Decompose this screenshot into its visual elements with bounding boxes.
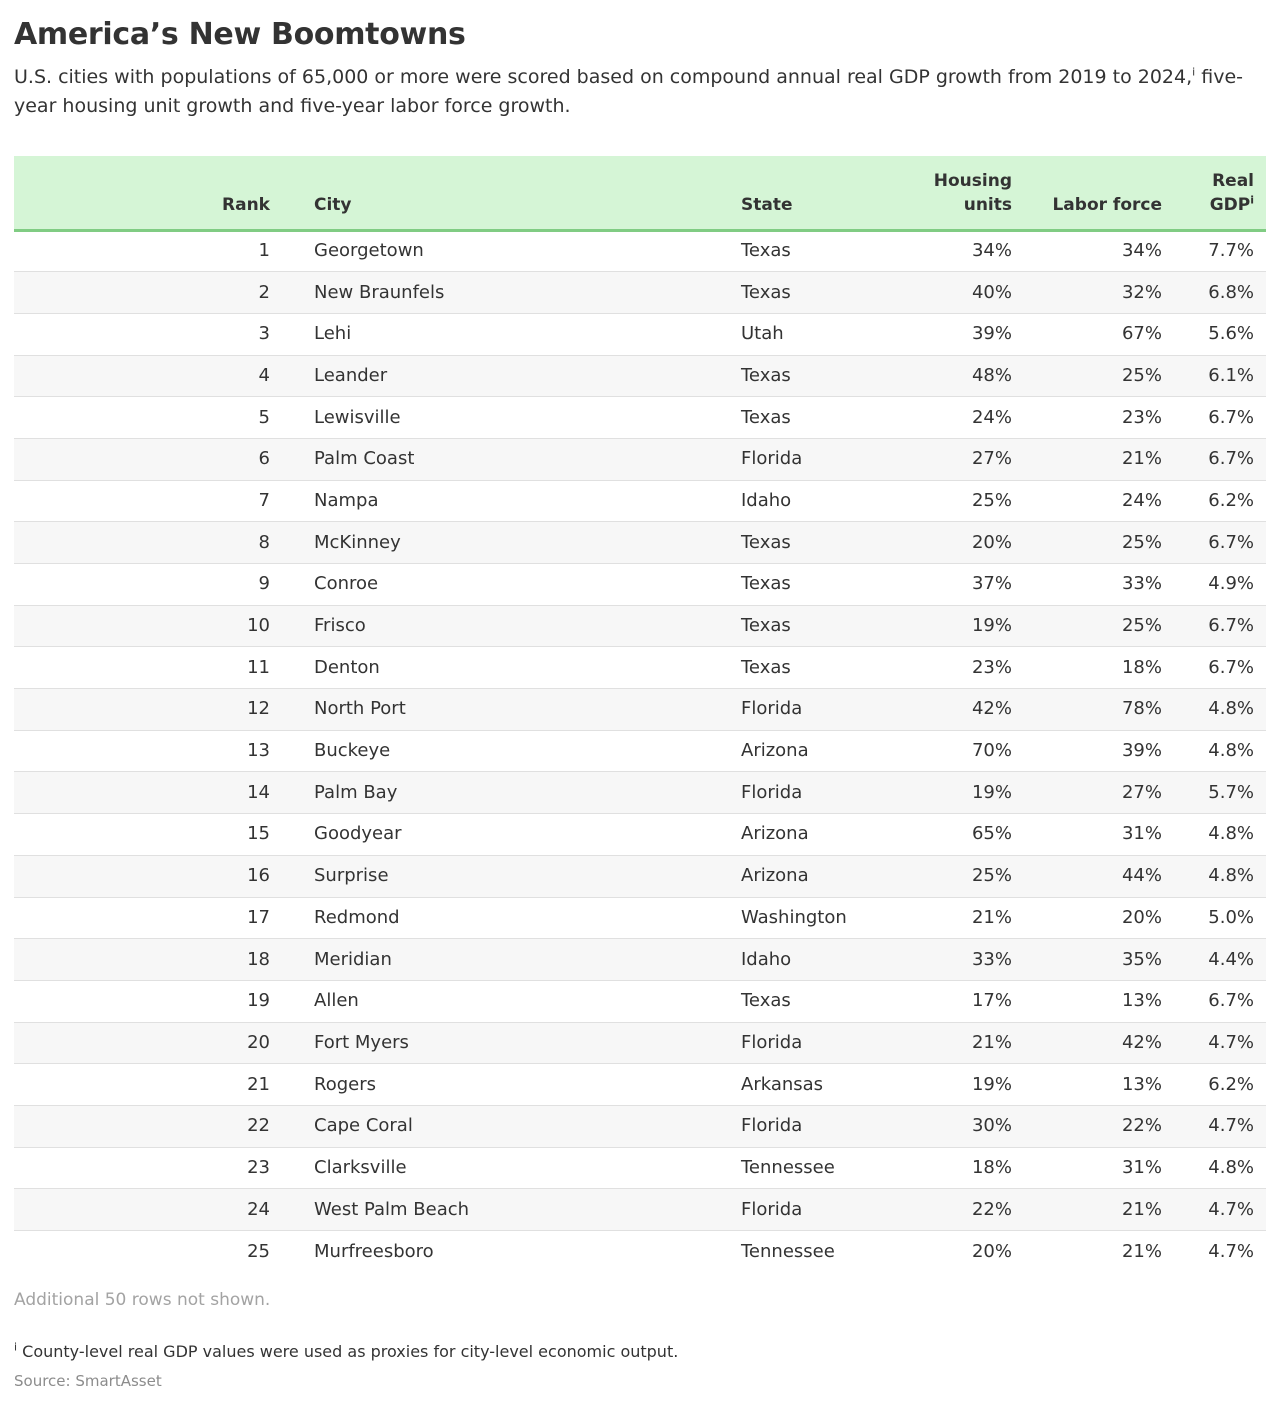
cell-housing-units: 21% — [873, 1022, 1012, 1064]
cell-labor-force: 21% — [1012, 438, 1162, 480]
cell-state: Idaho — [741, 480, 873, 522]
cell-housing-units: 21% — [873, 897, 1012, 939]
table-row — [14, 480, 1266, 522]
cell-housing-units: 19% — [873, 605, 1012, 647]
table-row — [14, 313, 1266, 355]
cell-rank: 5 — [14, 397, 270, 439]
table-row — [14, 272, 1266, 314]
table-row — [14, 605, 1266, 647]
cell-state: Texas — [741, 522, 873, 564]
cell-labor-force: 78% — [1012, 689, 1162, 731]
cell-labor-force: 35% — [1012, 939, 1162, 981]
cell-labor-force: 18% — [1012, 647, 1162, 689]
cell-real-gdp: 5.7% — [1162, 772, 1266, 814]
table-row — [14, 939, 1266, 981]
cell-housing-units: 19% — [873, 772, 1012, 814]
cell-labor-force: 32% — [1012, 272, 1162, 314]
cell-state: Texas — [741, 355, 873, 397]
footnote-text: County-level real GDP values were used as proxies for city-level economic output. — [17, 1342, 679, 1361]
table-row — [14, 1105, 1266, 1147]
cell-real-gdp: 4.8% — [1162, 1147, 1266, 1189]
data-table — [14, 156, 1266, 1272]
cell-city: McKinney — [270, 522, 741, 564]
cell-state: Arizona — [741, 814, 873, 856]
cell-housing-units: 70% — [873, 730, 1012, 772]
cell-state: Arizona — [741, 855, 873, 897]
cell-state: Tennessee — [741, 1147, 873, 1189]
table-row — [14, 1064, 1266, 1106]
cell-rank: 24 — [14, 1189, 270, 1231]
cell-city: Palm Bay — [270, 772, 741, 814]
table-header-row — [14, 156, 1266, 230]
cell-housing-units: 39% — [873, 313, 1012, 355]
cell-real-gdp: 4.7% — [1208, 1240, 1254, 1262]
cell-rank: 3 — [14, 313, 270, 355]
footnote — [14, 1341, 678, 1363]
cell-state: Tennessee — [741, 1240, 835, 1262]
cell-rank: 18 — [14, 939, 270, 981]
cell-housing-units: 25% — [873, 855, 1012, 897]
cell-real-gdp: 4.8% — [1162, 814, 1266, 856]
cell-housing-units: 24% — [873, 397, 1012, 439]
cell-rank: 10 — [14, 605, 270, 647]
cell-real-gdp: 7.7% — [1162, 230, 1266, 272]
cell-rank: 19 — [14, 980, 270, 1022]
column-header-housing-units-label: Housing units — [933, 170, 1012, 215]
cell-real-gdp: 4.8% — [1162, 855, 1266, 897]
chart-subtitle — [14, 63, 1266, 121]
cell-real-gdp: 6.7% — [1162, 397, 1266, 439]
cell-rank: 8 — [14, 522, 270, 564]
cell-labor-force: 22% — [1012, 1105, 1162, 1147]
cell-rank: 16 — [14, 855, 270, 897]
cell-housing-units: 27% — [873, 438, 1012, 480]
cell-city: West Palm Beach — [270, 1189, 741, 1231]
cell-rank: 23 — [14, 1147, 270, 1189]
cell-state: Texas — [741, 397, 873, 439]
cell-real-gdp: 6.8% — [1162, 272, 1266, 314]
cell-state: Texas — [741, 564, 873, 606]
cell-labor-force: 42% — [1012, 1022, 1162, 1064]
cell-labor-force: 44% — [1012, 855, 1162, 897]
cell-city: New Braunfels — [270, 272, 741, 314]
cell-labor-force: 31% — [1012, 814, 1162, 856]
cell-rank: 9 — [14, 564, 270, 606]
table-row — [14, 1189, 1266, 1231]
footnote-marker: i — [14, 1340, 18, 1354]
cell-labor-force: 24% — [1012, 480, 1162, 522]
column-header-labor-force: Labor force — [1012, 156, 1162, 230]
cell-real-gdp: 4.8% — [1162, 730, 1266, 772]
cell-city: Frisco — [270, 605, 741, 647]
cell-labor-force: 33% — [1012, 564, 1162, 606]
cell-city: Meridian — [270, 939, 741, 981]
table-row — [14, 397, 1266, 439]
cell-rank: 4 — [14, 355, 270, 397]
cell-labor-force: 67% — [1012, 313, 1162, 355]
table-row — [14, 522, 1266, 564]
cell-real-gdp: 6.1% — [1162, 355, 1266, 397]
cell-real-gdp: 4.7% — [1162, 1022, 1266, 1064]
cell-city: Goodyear — [270, 814, 741, 856]
subtitle-text: U.S. cities with populations of 65,000 or more were scored based on compound annual real GDP growth from 2019 to 2024, — [14, 66, 1193, 88]
cell-real-gdp: 5.0% — [1162, 897, 1266, 939]
table-row — [14, 814, 1266, 856]
cell-rank: 1 — [14, 230, 270, 272]
cell-rank: 11 — [14, 647, 270, 689]
column-header-real-gdp — [1162, 156, 1266, 230]
cell-housing-units: 25% — [873, 480, 1012, 522]
subtitle-text-tail: five-year housing unit growth and five-year labor force growth. — [14, 66, 1244, 117]
cell-housing-units: 37% — [873, 564, 1012, 606]
cell-city: Buckeye — [270, 730, 741, 772]
cell-rank: 20 — [14, 1022, 270, 1064]
table-row — [14, 230, 1266, 272]
table-row — [14, 438, 1266, 480]
cell-housing-units: 65% — [873, 814, 1012, 856]
cell-state: Texas — [741, 230, 873, 272]
cell-labor-force: 27% — [1012, 772, 1162, 814]
cell-housing-units: 48% — [873, 355, 1012, 397]
cell-rank: 13 — [14, 730, 270, 772]
cell-real-gdp: 6.7% — [1162, 647, 1266, 689]
cell-city: Murfreesboro — [314, 1240, 434, 1262]
cell-rank: 7 — [14, 480, 270, 522]
cell-state: Arizona — [741, 730, 873, 772]
cell-rank: 21 — [14, 1064, 270, 1106]
table-row — [14, 689, 1266, 731]
cell-real-gdp: 5.6% — [1162, 313, 1266, 355]
cell-labor-force: 21% — [1012, 1189, 1162, 1231]
cell-state: Utah — [741, 313, 873, 355]
cell-city: Allen — [270, 980, 741, 1022]
table-row — [14, 564, 1266, 606]
cell-rank: 17 — [14, 897, 270, 939]
table-row — [14, 855, 1266, 897]
cell-state: Florida — [741, 772, 873, 814]
cell-state: Idaho — [741, 939, 873, 981]
cell-state: Florida — [741, 1022, 873, 1064]
cell-housing-units: 20% — [971, 1240, 1012, 1262]
cell-state: Florida — [741, 1189, 873, 1231]
cell-labor-force: 39% — [1012, 730, 1162, 772]
cell-housing-units: 40% — [873, 272, 1012, 314]
cell-labor-force: 25% — [1012, 522, 1162, 564]
cell-city: Rogers — [270, 1064, 741, 1106]
cell-city: Conroe — [270, 564, 741, 606]
source-note: Source: SmartAsset — [14, 1372, 162, 1390]
cell-city: Leander — [270, 355, 741, 397]
cell-rank: 25 — [247, 1240, 270, 1262]
cell-city: Surprise — [270, 855, 741, 897]
cell-real-gdp: 6.7% — [1162, 522, 1266, 564]
cell-state: Washington — [741, 897, 873, 939]
cell-real-gdp: 4.4% — [1162, 939, 1266, 981]
table-row — [14, 355, 1266, 397]
cell-labor-force: 13% — [1012, 1064, 1162, 1106]
cell-housing-units: 42% — [873, 689, 1012, 731]
cell-rank: 12 — [14, 689, 270, 731]
cell-labor-force: 23% — [1012, 397, 1162, 439]
cell-state: Texas — [741, 272, 873, 314]
cell-real-gdp: 6.2% — [1162, 480, 1266, 522]
cell-real-gdp: 4.9% — [1162, 564, 1266, 606]
cell-labor-force: 34% — [1012, 230, 1162, 272]
cell-city: Cape Coral — [270, 1105, 741, 1147]
cell-real-gdp: 6.7% — [1162, 980, 1266, 1022]
chart-title: America’s New Boomtowns — [14, 17, 466, 52]
cell-housing-units: 17% — [873, 980, 1012, 1022]
cell-housing-units: 18% — [873, 1147, 1012, 1189]
cell-housing-units: 19% — [873, 1064, 1012, 1106]
cell-housing-units: 23% — [873, 647, 1012, 689]
table-row — [14, 1147, 1266, 1189]
table-row — [14, 980, 1266, 1022]
real-gdp-footnote-marker: i — [1250, 192, 1254, 206]
cell-rank: 22 — [14, 1105, 270, 1147]
cell-state: Florida — [741, 1105, 873, 1147]
cell-city: Georgetown — [270, 230, 741, 272]
cell-city: Lehi — [270, 313, 741, 355]
cell-real-gdp: 6.7% — [1162, 438, 1266, 480]
cell-state: Florida — [741, 689, 873, 731]
cell-labor-force: 13% — [1012, 980, 1162, 1022]
cell-labor-force: 31% — [1012, 1147, 1162, 1189]
cell-city: North Port — [270, 689, 741, 731]
table-row — [14, 772, 1266, 814]
cell-housing-units: 22% — [873, 1189, 1012, 1231]
column-header-rank: Rank — [14, 156, 270, 230]
column-header-housing-units — [873, 156, 1012, 230]
cell-housing-units: 34% — [873, 230, 1012, 272]
cell-city: Palm Coast — [270, 438, 741, 480]
table-row — [14, 647, 1266, 689]
cell-state: Texas — [741, 647, 873, 689]
table-row — [14, 1231, 1266, 1273]
cell-real-gdp: 6.2% — [1162, 1064, 1266, 1106]
cell-labor-force: 21% — [1121, 1240, 1162, 1262]
cell-rank: 2 — [14, 272, 270, 314]
cell-city: Clarksville — [270, 1147, 741, 1189]
cell-labor-force: 25% — [1012, 355, 1162, 397]
cell-state: Texas — [741, 605, 873, 647]
cell-city: Nampa — [270, 480, 741, 522]
cell-city: Fort Myers — [270, 1022, 741, 1064]
cell-housing-units: 30% — [873, 1105, 1012, 1147]
cell-state: Arkansas — [741, 1064, 873, 1106]
cell-state: Texas — [741, 980, 873, 1022]
cell-labor-force: 25% — [1012, 605, 1162, 647]
column-header-real-gdp-label: Real GDP — [1209, 170, 1254, 215]
column-header-city: City — [270, 156, 741, 230]
cell-real-gdp: 4.7% — [1162, 1189, 1266, 1231]
cell-real-gdp: 4.7% — [1162, 1105, 1266, 1147]
cell-city: Redmond — [270, 897, 741, 939]
cell-state: Florida — [741, 438, 873, 480]
cell-real-gdp: 4.8% — [1162, 689, 1266, 731]
table-row — [14, 1022, 1266, 1064]
rows-not-shown-note: Additional 50 rows not shown. — [14, 1290, 271, 1310]
cell-rank: 6 — [14, 438, 270, 480]
cell-real-gdp: 6.7% — [1162, 605, 1266, 647]
cell-rank: 15 — [14, 814, 270, 856]
table-row — [14, 730, 1266, 772]
cell-labor-force: 20% — [1012, 897, 1162, 939]
cell-rank: 14 — [14, 772, 270, 814]
cell-city: Denton — [270, 647, 741, 689]
table-row — [14, 897, 1266, 939]
subtitle-footnote-marker: i — [1192, 65, 1196, 79]
cell-city: Lewisville — [270, 397, 741, 439]
cell-housing-units: 20% — [873, 522, 1012, 564]
cell-housing-units: 33% — [873, 939, 1012, 981]
table-body — [14, 230, 1266, 1272]
column-header-state: State — [741, 156, 873, 230]
